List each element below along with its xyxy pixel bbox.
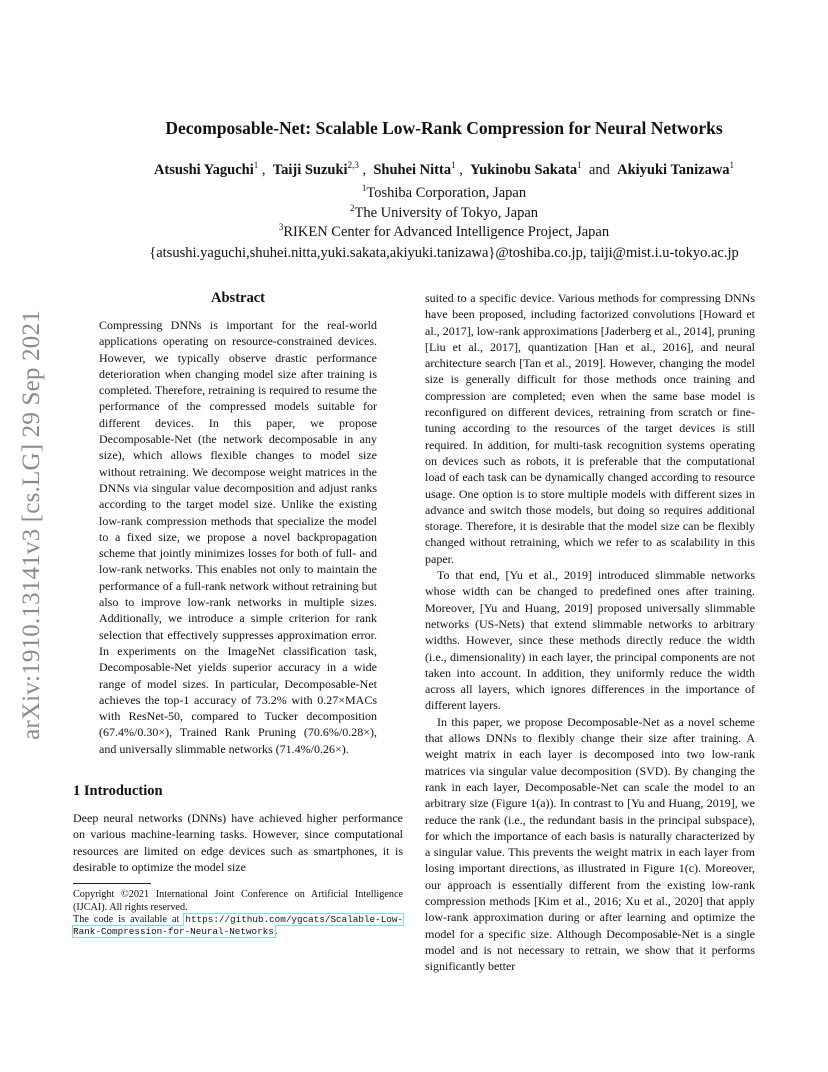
affiliation-line — [60, 222, 828, 241]
code-availability-footnote — [73, 914, 403, 939]
arxiv-identifier-stamp — [10, 290, 54, 760]
body-paragraph: In this paper, we propose Decomposable-Net as a novel scheme that allows DNNs to flexibly change their size after training. A weight matrix in each layer is decomposed into two low-rank matrices via singular value decomposition (SVD). By changing the rank in each layer, Decomposable-Net can scale the model to an arbitrary size (Figure 1(a)). In contrast to [Yu and Huang, 2019], we reduce the rank (i.e., the redundant basis in the principal subspace), for which the importance of each basis is naturally characterized by a singular value. This prevents the weight matrix in each layer from losing important directions, as illustrated in Figure 1(c). Moreover, our approach is essentially different from the existing low-rank compression methods [Kim et al., 2016; Xu et al., 2020] that apply low-rank approximation during or after learning and optimize the model for a specific size. Although Decomposable-Net is a single model and is not necessary to retrain, we show that it performs significantly better — [425, 714, 755, 974]
author-name: Taiji Suzuki — [272, 161, 348, 178]
affiliation-text: The University of Tokyo, Japan — [354, 204, 539, 221]
left-column — [73, 290, 403, 939]
author-affiliation-mark: 1 — [577, 160, 582, 170]
author-affiliation-mark: 1 — [729, 160, 735, 170]
author-affiliation-mark: 1 — [451, 160, 456, 170]
body-paragraph: To that end, [Yu et al., 2019] introduced slimmable networks whose width can be changed to predefined ones after training. Moreover, [Yu and Huang, 2019] proposed universally slimmable networks (US-Nets) that extend slimmable networks to arbitrary widths. However, since these methods directly reduce the width (i.e., dimensionality) in each layer, the principal components are not taken into account. In addition, they uniformly reduce the width across all layers, which ignores differences in the importance of different layers. — [425, 568, 755, 713]
affiliation-text: Toshiba Corporation, Japan — [366, 184, 527, 201]
affiliation-mark: 3 — [278, 222, 284, 232]
arxiv-id-text: arXiv:1910.13141v3 [cs.LG] 29 Sep 2021 — [18, 310, 45, 740]
body-paragraph: suited to a specific device. Various methods for compressing DNNs have been proposed, including factorized convolutions [Howard et al., 2017], low-rank approximations [Jaderberg et al., 2014], pruning [Liu et al., 2017], quantization [Han et al., 2016], and neural architecture search [Tan et al., 2019]. However, changing the model size is generally difficult for those methods once training and compression are completed; even when the same base model is reconfigured on different devices, retraining from scratch or fine-tuning according to the resources of the target devices is still required. In addition, for multi-task recognition systems operating on devices such as robots, it is preferable that the computational load of each task can be dynamically changed according to resource usage. One option is to store multiple models with different sizes in advance and switch those models, but doing so requires additional storage. Therefore, it is desirable that the model size can be flexibly changed without retraining, which we refer to as scalability in this paper. — [425, 291, 755, 566]
code-repository-link[interactable]: https://github.com/ygcats/Scalable-Low-Rank-Compression-for-Neural-Networks — [73, 914, 404, 938]
code-footnote-prefix: The code is available at — [73, 914, 180, 926]
affiliation-line — [60, 203, 828, 222]
abstract-heading: Abstract — [211, 290, 265, 306]
author-emails: {atsushi.yaguchi,shuhei.nitta,yuki.sakata,akiyuki.tanizawa}@toshiba.co.jp, taiji@mist.i.u-tokyo.ac.jp — [149, 245, 739, 261]
author-affiliation-mark: 2,3 — [347, 160, 359, 170]
copyright-footnote: Copyright ©2021 International Joint Conference on Artificial Intelligence (IJCAI). All rights reserved. — [73, 889, 403, 913]
author-name: Atsushi Yaguchi — [153, 161, 254, 178]
author-name: Akiyuki Tanizawa — [617, 161, 730, 178]
author-conjunction: and — [588, 161, 610, 178]
affiliation-mark: 2 — [349, 203, 355, 213]
introduction-paragraph: Deep neural networks (DNNs) have achieved higher performance on various machine-learning tasks. However, since computational resources are limited on edge devices such as smartphones, it is desirable to optimize the model size — [73, 811, 403, 874]
author-name: Shuhei Nitta — [373, 161, 452, 178]
affiliation-mark: 1 — [361, 183, 367, 193]
footnote-divider — [73, 883, 151, 884]
right-column — [425, 290, 755, 974]
author-affiliation-mark: 1 — [253, 160, 259, 170]
section-heading-introduction: 1 Introduction — [73, 783, 163, 800]
abstract-text: Compressing DNNs is important for the real-world applications operating on resource-constrained devices. However, we typically observe drastic performance deterioration when changing model size after training is completed. Therefore, retraining is required to resume the performance of the compressed models suitable for different devices. In this paper, we propose Decomposable-Net (the network decomposable in any size), which allows flexible changes to model size without retraining. We decompose weight matrices in the DNNs via singular value decomposition and adjust ranks according to the target model size. Unlike the existing low-rank compression methods that specialize the model to a fixed size, we propose a novel backpropagation scheme that jointly minimizes losses for both of full- and low-rank networks. This enables not only to maintain the performance of a full-rank network without retraining but also to improve low-rank networks in multiple sizes. Additionally, we introduce a simple criterion for rank selection that effectively suppresses approximation error. In experiments on the ImageNet classification task, Decomposable-Net yields superior accuracy in a wide range of model sizes. In particular, Decomposable-Net achieves the top-1 accuracy of 73.2% with 0.27×MACs with ResNet-50, compared to Tucker decomposition (67.4%/0.30×), Trained Rank Pruning (70.6%/0.28×), and universally slimmable networks (71.4%/0.26×). — [99, 318, 377, 756]
author-list: Atsushi Yaguchi$^1$ , Taiji Suzuki$^{2,3}$ , Shuhei Nitta$^1$ , Yukinobu Sakata$^1$ and Akiyuki Tanizawa$^1$ — [153, 160, 735, 178]
paper-title: Decomposable-Net: Scalable Low-Rank Compression for Neural Networks — [165, 118, 723, 138]
author-name: Yukinobu Sakata — [470, 161, 578, 178]
affiliation-text: RIKEN Center for Advanced Intelligence Project, Japan — [283, 223, 610, 240]
affiliation-line — [60, 183, 828, 202]
code-footnote-suffix: . — [274, 926, 278, 938]
